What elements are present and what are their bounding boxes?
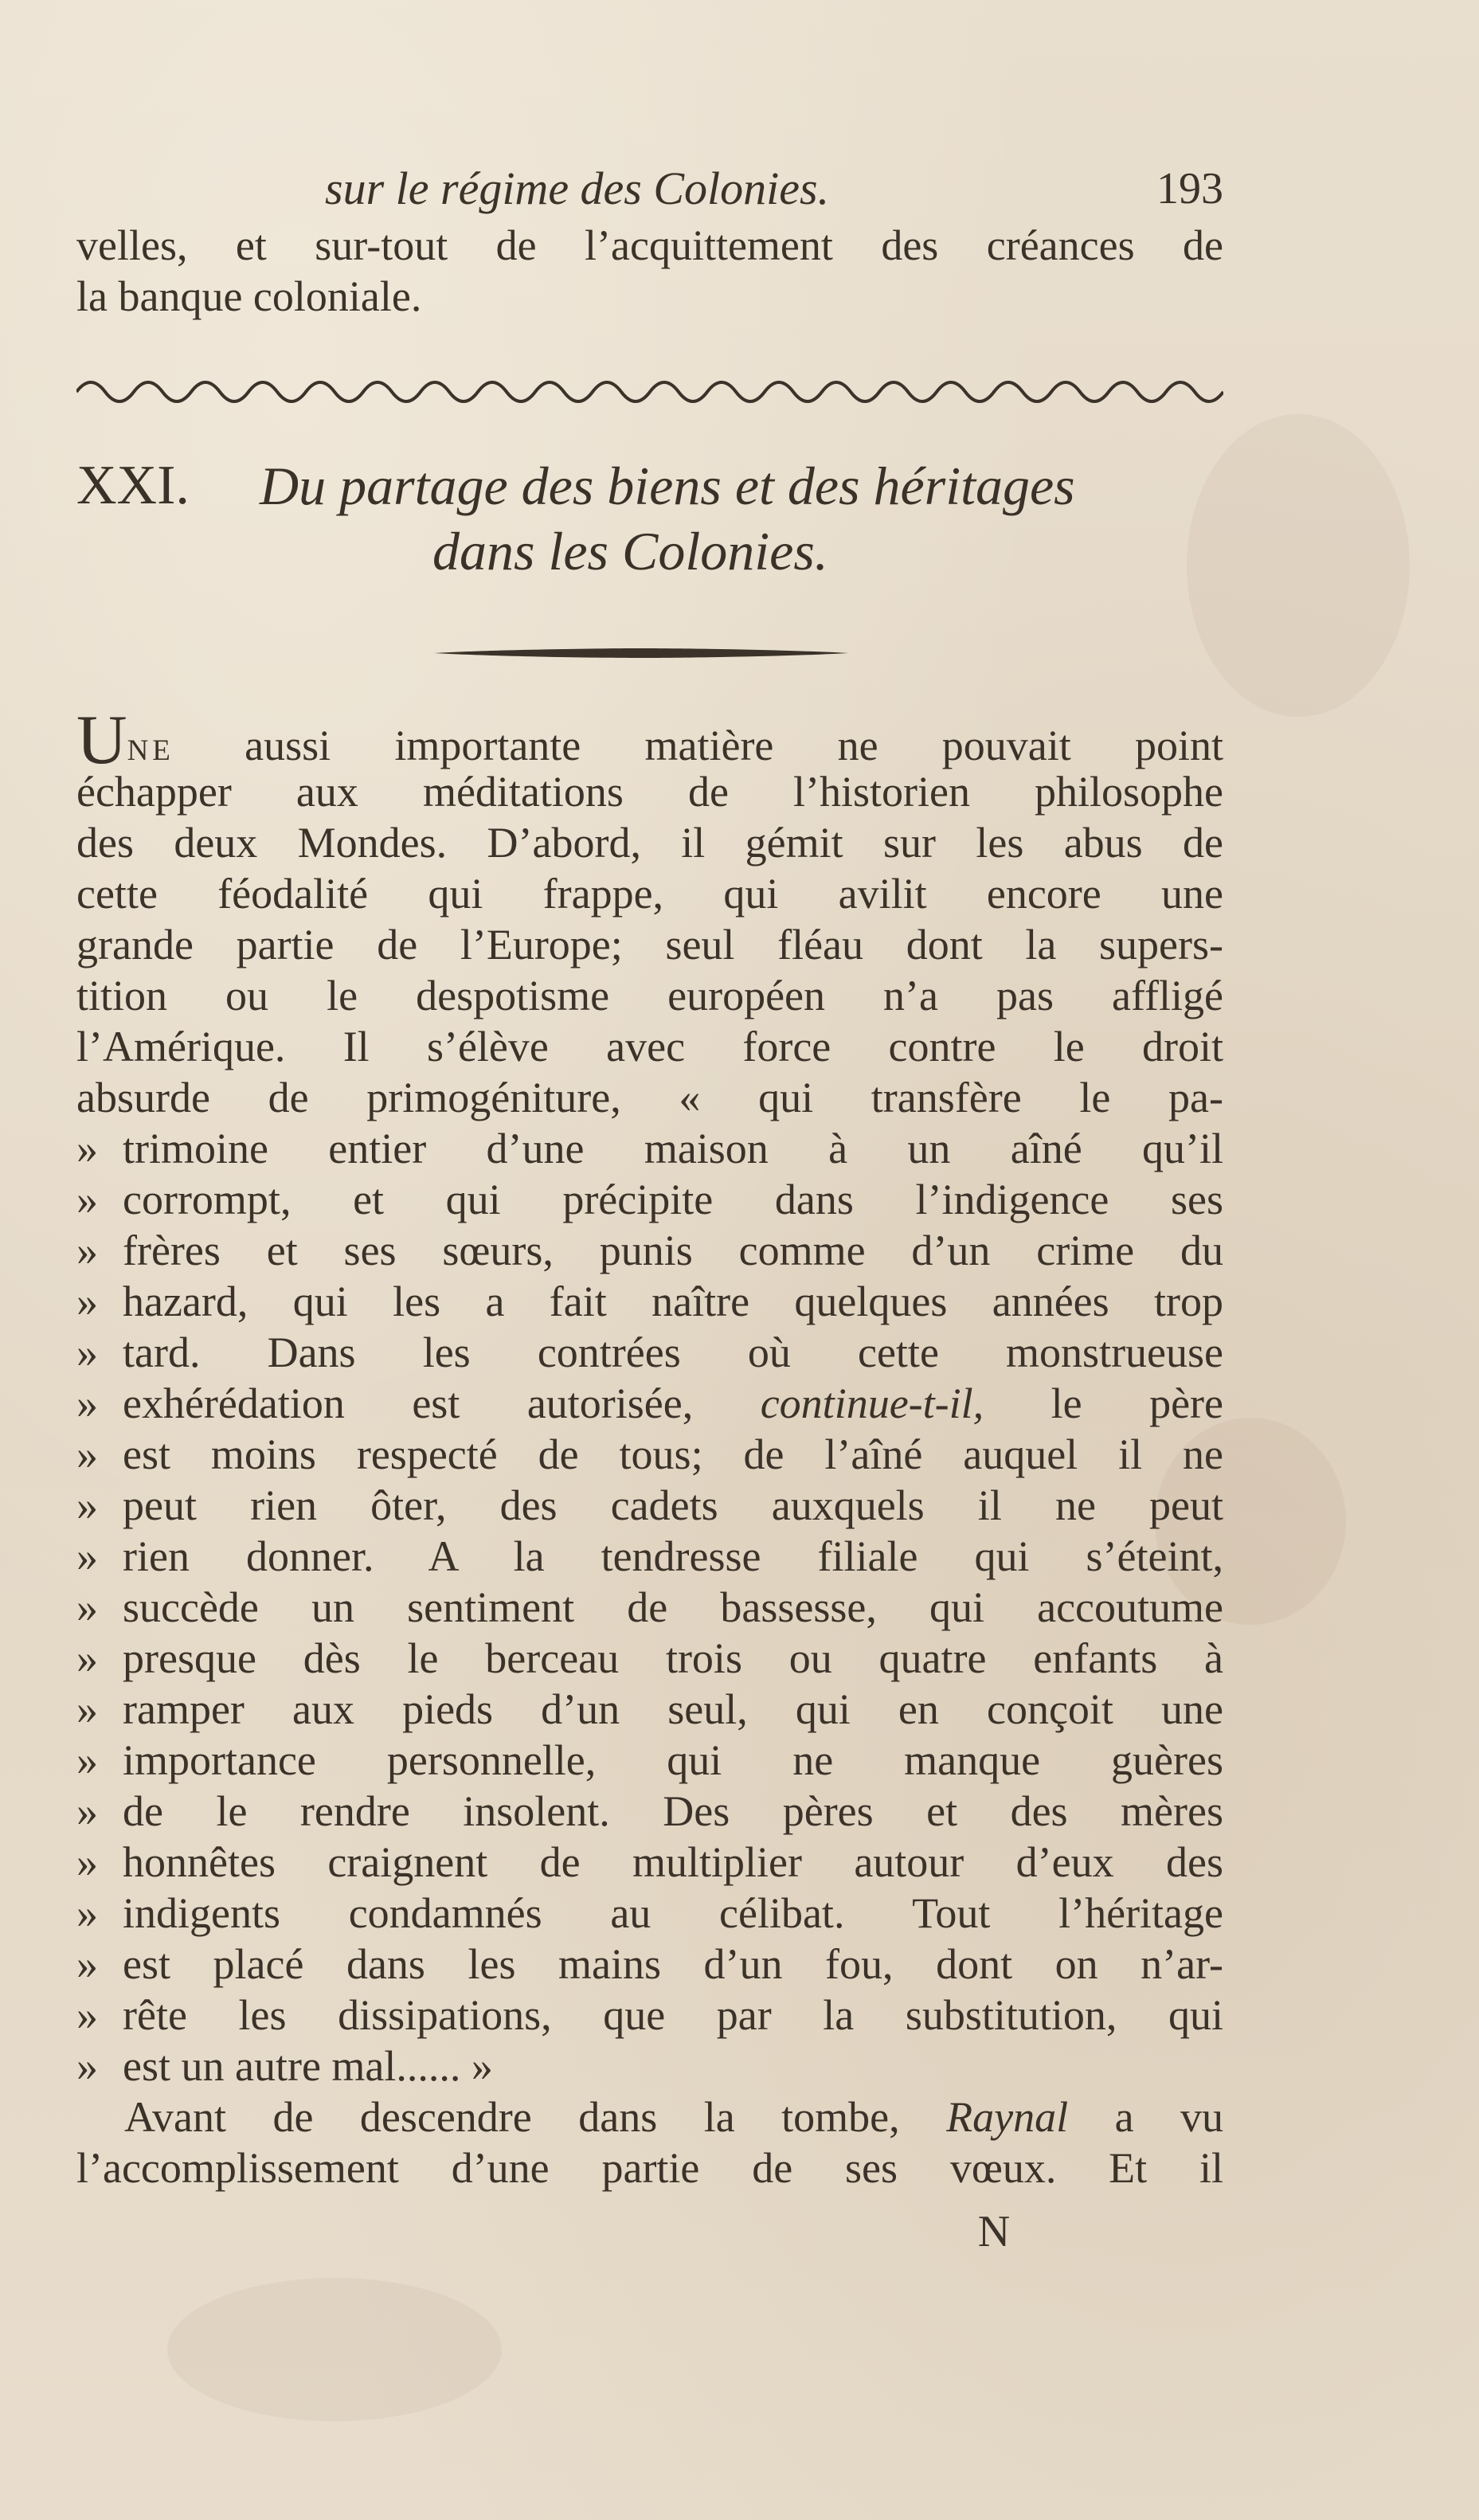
quoted-line <box>76 1633 1223 1684</box>
quote-mark: » <box>76 1430 98 1478</box>
quoted-line <box>76 1225 1223 1276</box>
paragraph-2-line-2: l’accomplissement d’une partie de ses vœux. Et il <box>76 2144 1223 2192</box>
quoted-line <box>76 2041 1223 2092</box>
quoted-line <box>76 1888 1223 1939</box>
running-head: sur le régime des Colonies. <box>325 162 830 214</box>
paragraph-1-line: cette féodalité qui frappe, qui avilit encore une <box>76 870 1223 918</box>
quote-mark: » <box>76 2042 98 2090</box>
quoted-text: est placé dans les mains d’un fou, dont on n’ar- <box>123 1940 1223 1988</box>
quoted-text: ramper aux pieds d’un seul, qui en conçoit une <box>123 1685 1223 1733</box>
section-title-line-2: dans les Colonies. <box>432 521 828 581</box>
paragraph-text: aussi importante matière ne pouvait point <box>245 722 1224 769</box>
quoted-text: est moins respecté de tous; de l’aîné auquel il ne <box>123 1430 1223 1478</box>
quoted-line <box>76 1990 1223 2041</box>
quote-mark: » <box>76 1889 98 1937</box>
quote-mark: » <box>76 1379 98 1427</box>
quoted-text: est un autre mal...... » <box>123 2042 493 2090</box>
quoted-text-mixed <box>123 1378 1223 1429</box>
quoted-line <box>76 1174 1223 1225</box>
quoted-text: trimoine entier d’une maison à un aîné qu’il <box>123 1125 1223 1172</box>
separator-rule <box>434 647 848 659</box>
quote-mark: » <box>76 1634 98 1682</box>
quoted-text-part: exhérédation est autorisée, <box>123 1379 694 1427</box>
quoted-text: de le rendre insolent. Des pères et des mères <box>123 1787 1223 1835</box>
quoted-line <box>76 1735 1223 1786</box>
wave-ornament-line <box>76 382 1223 401</box>
quote-mark: » <box>76 1991 98 2039</box>
quoted-line <box>76 1582 1223 1633</box>
quoted-text: importance personnelle, qui ne manque guères <box>123 1736 1223 1784</box>
quoted-text: indigents condamnés au célibat. Tout l’héritage <box>123 1889 1223 1937</box>
quoted-line <box>76 1837 1223 1888</box>
continuation-line: velles, et sur-tout de l’acquittement des créances de <box>76 221 1223 269</box>
author-name: Raynal <box>946 2093 1069 2141</box>
quote-mark: » <box>76 1736 98 1784</box>
quoted-line <box>76 1429 1223 1480</box>
quote-mark: » <box>76 1532 98 1580</box>
quote-mark: » <box>76 1328 98 1376</box>
dropcap-letter: U <box>76 702 127 779</box>
separator-rule-shape <box>434 648 848 658</box>
quoted-line <box>76 1378 1223 1429</box>
smallcaps-word: NE <box>127 734 174 767</box>
quoted-line <box>76 1531 1223 1582</box>
quoted-line <box>76 1939 1223 1990</box>
quoted-text: rien donner. A la tendresse filiale qui s’éteint, <box>123 1532 1223 1580</box>
quote-mark: » <box>76 1278 98 1325</box>
paragraph-1-line: absurde de primogéniture, « qui transfère le pa- <box>76 1074 1223 1121</box>
quote-mark: » <box>76 1940 98 1988</box>
italic-phrase: continue-t-il, <box>760 1379 984 1427</box>
quoted-text: peut rien ôter, des cadets auxquels il ne peut <box>123 1481 1223 1529</box>
paragraph-1-line: tition ou le despotisme européen n’a pas affligé <box>76 972 1223 1019</box>
quoted-text: corrompt, et qui précipite dans l’indigence ses <box>123 1176 1223 1223</box>
quote-mark: » <box>76 1125 98 1172</box>
quoted-line <box>76 1276 1223 1327</box>
quote-mark: » <box>76 1838 98 1886</box>
quote-mark: » <box>76 1787 98 1835</box>
paragraph-1-line: grande partie de l’Europe; seul fléau dont la supers- <box>76 921 1223 968</box>
quoted-text: frères et ses sœurs, punis comme d’un crime du <box>123 1227 1223 1274</box>
wave-ornament <box>76 373 1223 403</box>
signature-mark: N <box>977 2207 1011 2256</box>
quoted-line <box>76 1786 1223 1837</box>
quote-mark: » <box>76 1685 98 1733</box>
quote-mark: » <box>76 1481 98 1529</box>
quoted-text: hazard, qui les a fait naître quelques années trop <box>123 1278 1223 1325</box>
page-header <box>76 163 1223 214</box>
quoted-text-part: le père <box>1051 1379 1223 1427</box>
paper-stain <box>167 2278 502 2421</box>
paragraph-2-text: Avant de descendre dans la tombe, <box>124 2093 900 2141</box>
section-heading <box>76 454 1223 581</box>
page-number: 193 <box>1156 164 1223 213</box>
paragraph-2-text: a vu <box>1114 2093 1224 2141</box>
section-title-line-1: Du partage des biens et des héritages <box>260 456 1075 516</box>
quoted-text: presque dès le berceau trois ou quatre enfants à <box>123 1634 1223 1682</box>
quoted-line <box>76 1327 1223 1378</box>
paragraph-1-line: échapper aux méditations de l’historien philosophe <box>76 768 1223 816</box>
quoted-line <box>76 1123 1223 1174</box>
quoted-line <box>76 1480 1223 1531</box>
quote-mark: » <box>76 1583 98 1631</box>
quoted-text: tard. Dans les contrées où cette monstrueuse <box>123 1328 1223 1376</box>
quote-mark: » <box>76 1227 98 1274</box>
paragraph-1-line: l’Amérique. Il s’élève avec force contre le droit <box>76 1023 1223 1070</box>
continuation-line: la banque coloniale. <box>76 272 422 320</box>
quote-mark: » <box>76 1176 98 1223</box>
quoted-text: honnêtes craignent de multiplier autour d’eux des <box>123 1838 1223 1886</box>
section-number: XXI. <box>76 455 190 516</box>
quoted-text: rête les dissipations, que par la substitution, qui <box>123 1991 1223 2039</box>
paragraph-1-line: des deux Mondes. D’abord, il gémit sur les abus de <box>76 819 1223 867</box>
paragraph-2-line-1 <box>124 2092 1223 2142</box>
quoted-line <box>76 1684 1223 1735</box>
quoted-text: succède un sentiment de bassesse, qui accoutume <box>123 1583 1223 1631</box>
